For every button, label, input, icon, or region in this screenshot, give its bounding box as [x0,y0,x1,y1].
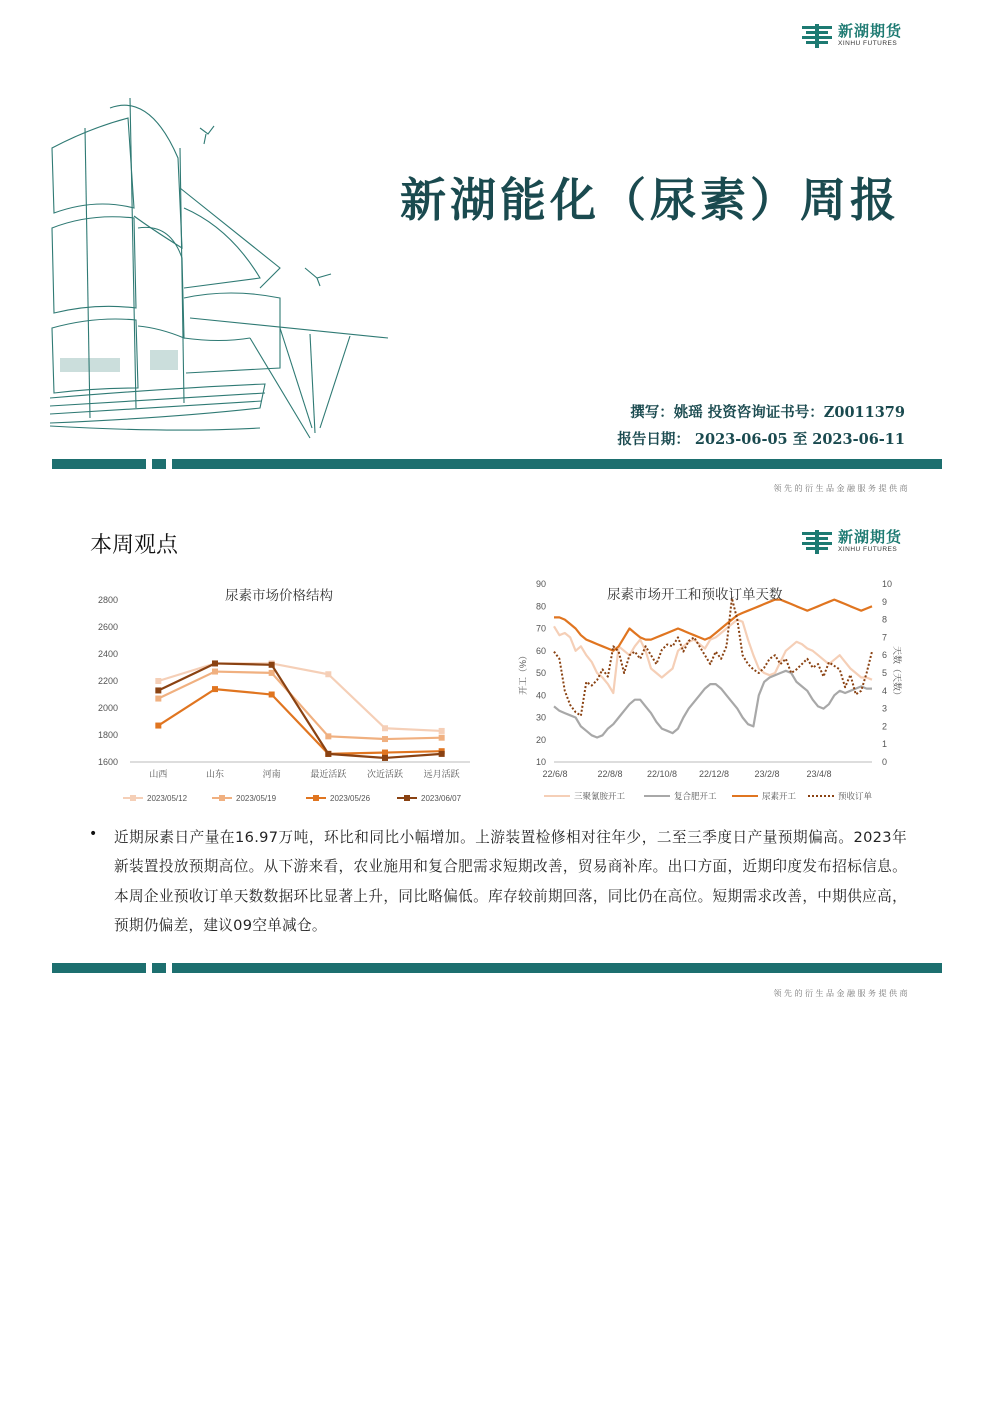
legend-item [808,791,873,801]
x-tick-label: 22/12/8 [698,769,730,779]
logo-cn-text: 新湖期货 [838,22,903,41]
legend-marker [313,795,319,801]
y-tick-label: 2200 [97,676,118,686]
price-structure-chart [85,578,485,808]
bullet-dot: • [89,826,98,842]
x-tick-label: 23/2/8 [754,769,780,779]
y-right-tick-label: 10 [882,579,893,589]
x-tick-label: 23/4/8 [806,769,832,779]
y-right-tick-label: 6 [882,650,888,661]
top-divider-bar-long [172,459,942,469]
x-tick-label: 22/6/8 [542,769,568,779]
legend-label: 复合肥开工 [674,791,717,801]
legend-item [644,791,717,801]
x-tick-label: 22/8/8 [597,769,623,779]
x-tick-label: 最近活跃 [310,769,347,779]
y-left-tick-label: 20 [535,734,546,745]
legend-label: 2023/05/12 [147,794,188,803]
y-left-tick-label: 90 [535,579,546,589]
y-tick-label: 2000 [97,703,118,713]
footer-slogan: 领先的衍生品金融服务提供商 [773,989,910,998]
header-logo [802,24,902,48]
data-point [325,671,331,677]
data-point [155,687,161,693]
legend-label: 预收订单 [838,791,873,801]
legend-item [397,794,462,803]
x-tick-label: 22/10/8 [646,769,678,779]
y-left-tick-label: 30 [535,712,546,723]
y-left-tick-label: 40 [535,690,546,701]
y-tick-label: 1600 [97,757,118,767]
report-title: 新湖能化（尿素）周报 [400,173,900,227]
report-date-line: 报告日期： 2023-06-05 至 2023-06-11 [617,431,905,448]
viewpoint-paragraph: 近期尿素日产量在16.97万吨，环比和同比小幅增加。上游装置检修相对往年少，二至三季度日产量预期偏高。2023年新装置投放预期高位。从下游来看，农业施用和复合肥需求短期改善，贸易商补库。出口方面，近期印度发布招标信息。本周企业预收订单天数数据环比显著上升，同比略偏低。库存较前期回落，同比仍在高位。短期需求改善，中期供应高，预期仍偏差，建议09空单减仓。 [114,829,907,934]
y-right-tick-label: 7 [882,632,888,643]
x-tick-label: 山东 [205,769,225,779]
price-structure-plot [85,578,485,808]
x-tick-label: 山西 [149,769,168,779]
legend-label: 2023/05/26 [330,794,371,803]
series-line [554,600,872,651]
logo-en-text: XINHU FUTURES [838,40,898,48]
legend-label: 2023/06/07 [421,794,462,803]
xinhu-logo-icon [802,24,832,48]
y-tick-label: 2400 [97,649,118,659]
legend-item [544,791,626,801]
y-right-tick-label: 0 [882,757,888,767]
data-point [155,696,161,702]
bottom-divider-bar-small [152,963,166,973]
logo-en-text: XINHU FUTURES [838,546,898,554]
data-point [382,725,388,731]
data-point [325,733,331,739]
y-right-tick-label: 5 [882,668,888,678]
data-point [269,662,275,668]
y-left-tick-label: 50 [535,668,546,678]
y-tick-label: 2800 [97,595,118,605]
chart-title: 尿素市场价格结构 [225,588,333,604]
x-tick-label: 远月活跃 [423,769,460,779]
data-point [382,736,388,742]
y-right-tick-label: 2 [882,721,888,732]
data-point [155,723,161,729]
data-point [439,735,445,741]
data-point [269,692,275,698]
chart-title: 尿素市场开工和预收订单天数 [607,587,783,603]
xinhu-logo-icon [802,530,832,554]
author-line: 撰写：姚瑶 投资咨询证书号：Z0011379 [630,404,905,421]
x-tick-label: 次近活跃 [366,769,404,779]
operating-rate-plot [512,578,902,808]
series-line [158,689,441,754]
bottom-divider-bar [52,963,146,973]
data-point [212,660,218,666]
logo-cn-text: 新湖期货 [838,528,903,547]
legend-item [123,794,188,803]
legend-item [732,791,797,801]
y-left-tick-label: 10 [535,757,546,767]
x-tick-label: 河南 [262,769,281,779]
top-divider-bar [52,459,146,469]
bottom-divider-bar-long [172,963,942,973]
header-slogan: 领先的衍生品金融服务提供商 [773,484,910,493]
legend-label: 三聚氰胺开工 [574,791,626,801]
y-left-tick-label: 70 [535,623,546,634]
data-point [382,750,388,756]
data-point [325,751,331,757]
y-tick-label: 1800 [97,730,118,740]
data-point [269,670,275,676]
legend-marker [130,795,136,801]
y-left-axis-label: 开工（%） [518,650,528,696]
sailing-ship-illustration [50,88,395,460]
data-point [439,728,445,734]
data-point [382,755,388,761]
y-right-tick-label: 3 [882,703,888,714]
legend-item [306,794,371,803]
data-point [212,669,218,675]
legend-label: 尿素开工 [762,791,797,801]
y-left-tick-label: 80 [535,601,546,612]
y-right-tick-label: 4 [882,685,888,696]
series-line [554,671,872,738]
data-point [155,678,161,684]
section-logo [802,530,902,554]
data-point [439,751,445,757]
y-right-tick-label: 8 [882,614,888,625]
series-line [554,620,872,693]
operating-rate-chart [512,578,902,808]
legend-marker [404,795,410,801]
y-left-tick-label: 60 [535,645,546,656]
y-tick-label: 2600 [97,622,118,632]
data-point [212,686,218,692]
section-title: 本周观点 [90,533,179,558]
y-right-tick-label: 1 [882,739,888,750]
y-right-axis-label: 天数（天数） [892,645,902,701]
legend-label: 2023/05/19 [236,794,277,803]
top-divider-bar-small [152,459,166,469]
y-right-tick-label: 9 [882,596,888,607]
legend-marker [219,795,225,801]
series-line [554,598,872,716]
legend-item [212,794,277,803]
